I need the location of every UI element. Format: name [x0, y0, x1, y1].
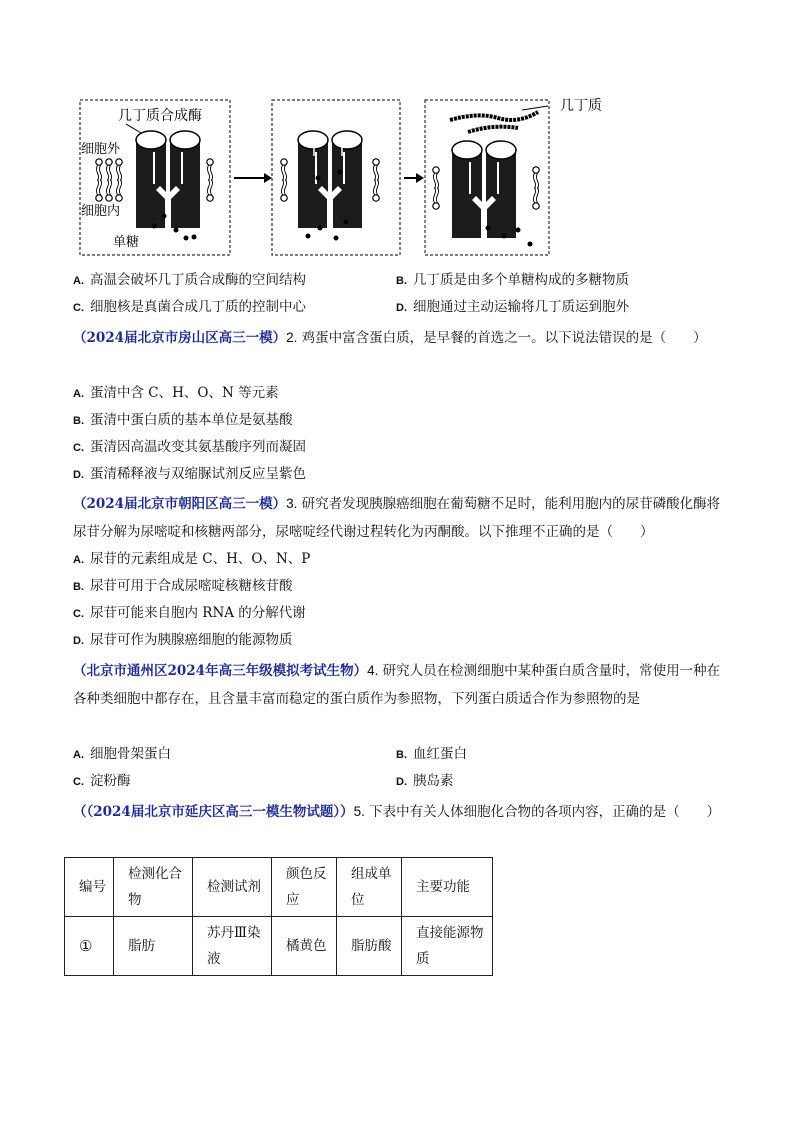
q4-option-b: B. 血红蛋白: [396, 746, 467, 762]
q4-stem: （北京市通州区2024年高三年级模拟考试生物）4. 研究人员在检测细胞中某种蛋白质含量时，常使用一种在各种类细胞中都存在，且含量丰富而稳定的蛋白质作为参照物，下列蛋白质适合作为参照物的是: [73, 663, 721, 707]
table-header-cell: 编号: [65, 858, 114, 917]
table-cell: ①: [65, 917, 114, 976]
label-enzyme: 几丁质合成酶: [118, 108, 202, 124]
label-outside: 细胞外: [81, 142, 121, 157]
q2-option-d: D. 蛋清稀释液与双缩脲试剂反应呈紫色: [73, 466, 306, 482]
q2-option-a: A. 蛋清中含 C、H、O、N 等元素: [73, 385, 279, 401]
table-cell: 直接能源物质: [402, 917, 493, 976]
q3-option-a: A. 尿苷的元素组成是 C、H、O、N、P: [73, 551, 311, 567]
table-cell: 橘黄色: [272, 917, 337, 976]
q3-option-b: B. 尿苷可用于合成尿嘧啶核糖核苷酸: [73, 578, 293, 594]
chitin-synthesis-figure: [78, 98, 602, 258]
q1-option-c: C. 细胞核是真菌合成几丁质的控制中心: [73, 299, 306, 315]
q4-option-a: A. 细胞骨架蛋白: [73, 746, 171, 762]
table-header-row: [65, 858, 493, 917]
table-header-cell: 检测化合物: [114, 858, 193, 917]
q1-option-b: B. 几丁质是由多个单糖构成的多糖物质: [396, 272, 629, 288]
q3-option-c: C. 尿苷可能来自胞内 RNA 的分解代谢: [73, 605, 306, 621]
label-chitin: 几丁质: [560, 98, 602, 114]
table-cell: 脂肪: [114, 917, 193, 976]
table-header-cell: 颜色反应: [272, 858, 337, 917]
label-monosaccharide: 单糖: [113, 235, 140, 250]
table-cell: 脂肪酸: [337, 917, 402, 976]
table-header-cell: 组成单位: [337, 858, 402, 917]
q1-option-d: D. 细胞通过主动运输将几丁质运到胞外: [396, 299, 629, 315]
q3-option-d: D. 尿苷可作为胰腺癌细胞的能源物质: [73, 632, 293, 648]
q5-table: [64, 857, 493, 976]
table-header-cell: 主要功能: [402, 858, 493, 917]
table-cell: 苏丹Ⅲ染液: [193, 917, 272, 976]
q4-option-d: D. 胰岛素: [396, 773, 454, 789]
q3-stem: （2024届北京市朝阳区高三一模）3. 研究者发现胰腺癌细胞在葡萄糖不足时，能利用胞内的尿苷磷酸化酶将尿苷分解为尿嘧啶和核糖两部分，尿嘧啶经代谢过程转化为丙酮酸。以下推理不正确的是（ ）: [73, 496, 721, 540]
q1-option-a: A. 高温会破坏几丁质合成酶的空间结构: [73, 272, 306, 288]
table-row: [65, 917, 493, 976]
q5-stem: （（2024届北京市延庆区高三一模生物试题））5. 下表中有关人体细胞化合物的各项内容，正确的是（ ）: [73, 804, 721, 820]
q2-option-c: C. 蛋清因高温改变其氨基酸序列而凝固: [73, 439, 306, 455]
q2-option-b: B. 蛋清中蛋白质的基本单位是氨基酸: [73, 412, 293, 428]
q4-option-c: C. 淀粉酶: [73, 773, 131, 789]
q2-stem: （2024届北京市房山区高三一模）2. 鸡蛋中富含蛋白质，是早餐的首选之一。以下说法错误的是（ ）: [73, 330, 707, 346]
label-inside: 细胞内: [81, 204, 121, 219]
table-header-cell: 检测试剂: [193, 858, 272, 917]
